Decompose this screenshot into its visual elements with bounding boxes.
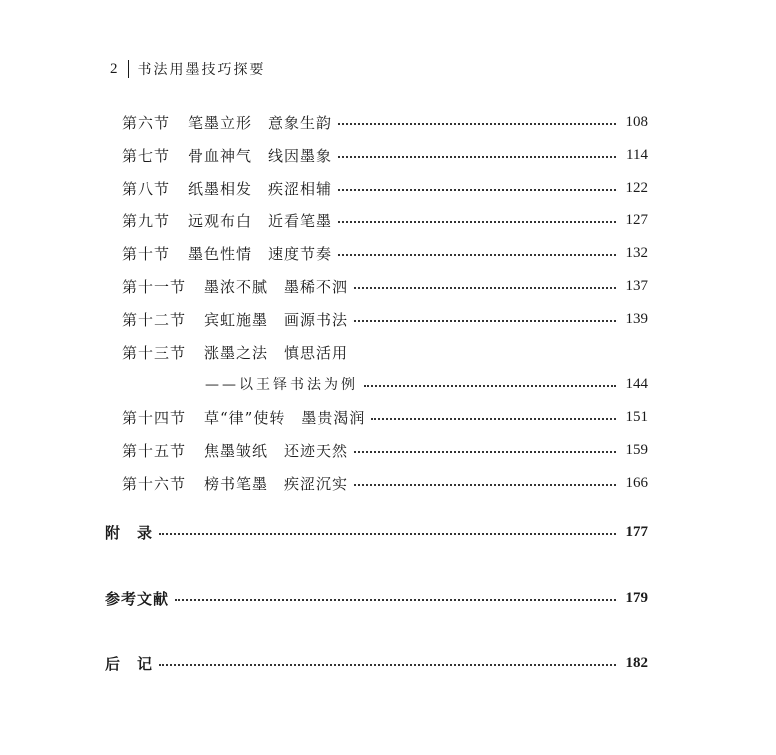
header-divider: [128, 60, 129, 78]
toc-entry-appendix[interactable]: [105, 519, 648, 545]
toc-entry-section-13[interactable]: [122, 339, 648, 365]
toc-section-number: 第十二节: [122, 310, 187, 329]
toc-appendix-title: 附 录: [105, 523, 154, 542]
dot-leader: [338, 189, 616, 191]
toc-section-number: 第十一节: [122, 277, 187, 296]
toc-entry-section-8[interactable]: [122, 175, 648, 201]
dot-leader: [338, 254, 616, 256]
toc-section-title: 远观布白 近看笔墨: [188, 211, 333, 230]
toc-afterword-title: 后 记: [105, 654, 154, 673]
dot-leader: [354, 320, 616, 322]
toc-page-number: 179: [625, 589, 648, 606]
toc-page-number: 122: [625, 179, 648, 196]
toc-entry-references[interactable]: [105, 585, 648, 611]
toc-page-number: 182: [625, 654, 648, 671]
toc-page-number: 114: [626, 146, 648, 163]
toc-section-number: 第九节: [122, 211, 171, 230]
toc-section-number: 第七节: [122, 146, 171, 165]
dot-leader: [338, 123, 616, 125]
toc-entry-section-15[interactable]: [122, 437, 648, 463]
toc-page-number: 159: [625, 441, 648, 458]
toc-section-number: 第六节: [122, 113, 171, 132]
toc-section-title: 骨血神气 线因墨象: [188, 146, 333, 165]
toc-entry-section-6[interactable]: [122, 109, 648, 135]
dot-leader: [354, 451, 616, 453]
toc-section-title: 榜书笔墨 疾涩沉实: [204, 474, 349, 493]
dot-leader: [159, 664, 616, 666]
dot-leader: [175, 599, 616, 601]
toc-section-subtitle: ——以王铎书法为例: [205, 377, 358, 393]
toc-page-number: 177: [625, 523, 648, 540]
toc-page-number: 132: [625, 244, 648, 261]
toc-entry-section-13-subtitle[interactable]: [205, 371, 648, 397]
toc-entry-section-12[interactable]: [122, 306, 648, 332]
dot-leader: [338, 221, 616, 223]
header-book-title: 书法用墨技巧探要: [137, 62, 266, 78]
toc-section-title: 焦墨皱纸 还迹天然: [204, 441, 349, 460]
toc-references-title: 参考文献: [105, 589, 170, 608]
dot-leader: [354, 484, 616, 486]
dot-leader: [354, 287, 616, 289]
toc-page-number: 151: [625, 408, 648, 425]
toc-section-number: 第十六节: [122, 474, 187, 493]
toc-page-number: 137: [625, 277, 648, 294]
toc-entry-section-14[interactable]: [122, 404, 648, 430]
dot-leader: [159, 533, 616, 535]
toc-entry-afterword[interactable]: [105, 650, 648, 676]
toc-page-number: 108: [625, 113, 648, 130]
toc-section-title: 涨墨之法 慎思活用: [204, 343, 349, 362]
toc-section-number: 第十五节: [122, 441, 187, 460]
toc-section-number: 第十节: [122, 244, 171, 263]
toc-page-number: 127: [625, 211, 648, 228]
toc-page-number: 144: [625, 375, 648, 392]
toc-entry-section-10[interactable]: [122, 240, 648, 266]
toc-section-title: 宾虹施墨 画源书法: [204, 310, 349, 329]
toc-section-number: 第十三节: [122, 343, 187, 362]
toc-section-number: 第十四节: [122, 408, 187, 427]
toc-section-title: 墨浓不腻 墨稀不泗: [204, 277, 349, 296]
running-header: [110, 58, 266, 80]
toc-section-title: 墨色性情 速度节奏: [188, 244, 333, 263]
toc-entry-section-7[interactable]: [122, 142, 648, 168]
header-page-number: 2: [110, 60, 118, 77]
dot-leader: [371, 418, 616, 420]
toc-entry-section-11[interactable]: [122, 273, 648, 299]
toc-entry-section-9[interactable]: [122, 207, 648, 233]
dot-leader: [364, 385, 616, 387]
dot-leader: [338, 156, 616, 158]
toc-section-title: 笔墨立形 意象生韵: [188, 113, 333, 132]
toc-section-title: 纸墨相发 疾涩相辅: [188, 179, 333, 198]
toc-section-number: 第八节: [122, 179, 171, 198]
toc-page-number: 166: [625, 474, 648, 491]
toc-section-title: 草“律”使转 墨贵渴润: [204, 408, 366, 427]
toc-page-number: 139: [625, 310, 648, 327]
toc-entry-section-16[interactable]: [122, 470, 648, 496]
